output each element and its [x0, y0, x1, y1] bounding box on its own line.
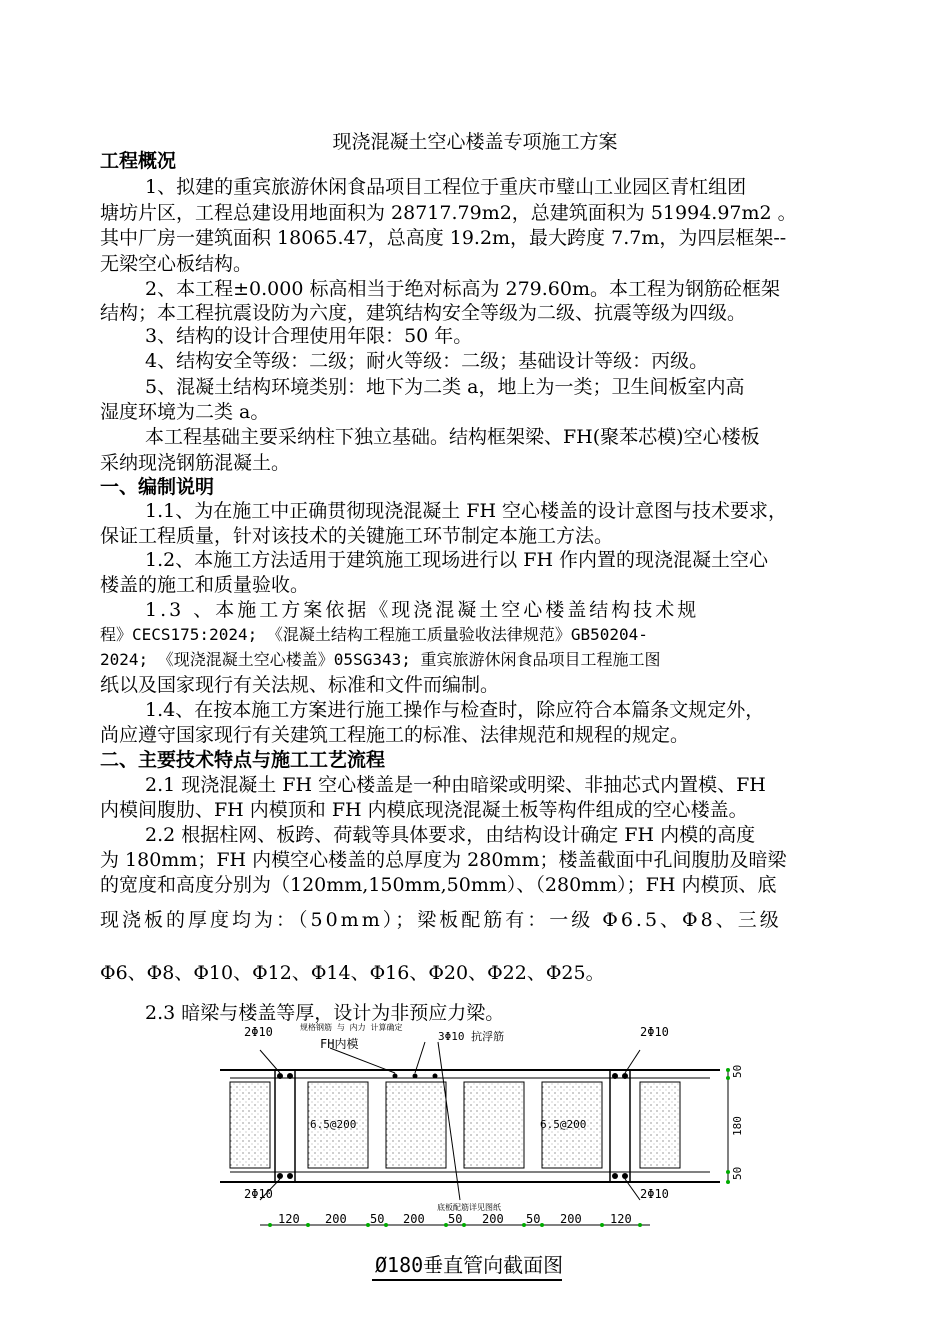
dim-bottom-4: 50 — [448, 1212, 463, 1226]
fh-block — [230, 1082, 270, 1168]
paragraph-line: 楼盖的施工和质量验收。 — [100, 574, 310, 596]
dim-bottom-0: 120 — [278, 1212, 300, 1226]
label-bottom-note: 底板配筋详见图纸 — [437, 1203, 501, 1212]
paragraph-line: 本工程基础主要采纳柱下独立基础。结构框架梁、FH(聚苯芯模)空心楼板 — [145, 426, 760, 448]
paragraph-line: 4、结构安全等级：二级；耐火等级：二级；基础设计等级：丙级。 — [145, 350, 709, 372]
dim-bottom-7: 200 — [560, 1212, 582, 1226]
paragraph-line: 2.2 根据柱网、板跨、荷载等具体要求，由结构设计确定 FH 内模的高度 — [145, 824, 756, 846]
paragraph-line: 程》CECS175:2024; 《混凝土结构工程施工质量验收法律规范》GB50204- — [100, 625, 648, 644]
paragraph-line: 其中厂房一建筑面积 18065.47，总高度 19.2m，最大跨度 7.7m，为四层框架-- — [100, 227, 787, 249]
dim-bottom-5: 200 — [482, 1212, 504, 1226]
paragraph-line: 保证工程质量，针对该技术的关键施工环节制定本施工方法。 — [100, 525, 614, 547]
paragraph-line: 纸以及国家现行有关法规、标准和文件而编制。 — [100, 674, 500, 696]
dim-bottom-2: 50 — [370, 1212, 385, 1226]
dim-bottom-1: 200 — [325, 1212, 347, 1226]
label-top-small: 规格钢筋 与 内力 计算确定 — [300, 1023, 403, 1032]
paragraph-line: 湿度环境为二类 a。 — [100, 401, 270, 423]
label-stirrup-r: 6.5@200 — [540, 1118, 587, 1131]
paragraph-line: 为 180mm；FH 内模空心楼盖的总厚度为 280mm；楼盖截面中孔间腹肋及暗梁 — [100, 849, 787, 871]
dim-right-2: 50 — [731, 1166, 744, 1180]
paragraph-line: 2、本工程±0.000 标高相当于绝对标高为 279.60m。本工程为钢筋砼框架 — [145, 278, 780, 300]
dim-right-1: 180 — [731, 1116, 744, 1136]
document-title: 现浇混凝土空心楼盖专项施工方案 — [332, 131, 618, 153]
dim-bottom-6: 50 — [526, 1212, 541, 1226]
label-2phi10-br: 2Φ10 — [640, 1187, 669, 1201]
drawing-caption: Ø180垂直管向截面图 — [375, 1253, 564, 1277]
fh-block — [386, 1082, 446, 1168]
paragraph-line: 无梁空心板结构。 — [100, 253, 253, 275]
paragraph-line: 5、混凝土结构环境类别：地下为二类 a，地上为一类；卫生间板室内高 — [145, 376, 745, 398]
paragraph-line: Φ6、Φ8、Φ10、Φ12、Φ14、Φ16、Φ20、Φ22、Φ25。 — [100, 962, 605, 984]
fh-block — [464, 1082, 524, 1168]
paragraph-line: 尚应遵守国家现行有关建筑工程施工的标准、法律规范和规程的规定。 — [100, 724, 690, 746]
label-2phi10-tr: 2Φ10 — [640, 1025, 669, 1039]
paragraph-line: 现浇板的厚度均为：（50mm）；梁板配筋有：一级 Φ6.5、Φ8、三级 — [100, 909, 782, 931]
fh-block — [640, 1082, 680, 1168]
label-fh: FH内模 — [320, 1037, 359, 1051]
paragraph-line: 采纳现浇钢筋混凝土。 — [100, 452, 291, 474]
paragraph-line: 2024; 《现浇混凝土空心楼盖》05SG343; 重宾旅游休闲食品项目工程施工图 — [100, 650, 661, 669]
section-2-heading: 二、主要技术特点与施工工艺流程 — [100, 749, 386, 771]
paragraph-line: 塘坊片区，工程总建设用地面积为 28717.79m2，总建筑面积为 51994.97m2 。 — [100, 202, 797, 224]
label-2phi10-tl: 2Φ10 — [244, 1025, 273, 1039]
paragraph-line: 内模间腹肋、FH 内模顶和 FH 内模底现浇混凝土板等构件组成的空心楼盖。 — [100, 799, 748, 821]
slab-section-drawing — [200, 1020, 760, 1290]
dim-right-0: 50 — [731, 1064, 744, 1078]
paragraph-line: 的宽度和高度分别为（120mm,150mm,50mm）、（280mm）；FH 内模顶、底 — [100, 874, 777, 896]
paragraph-line: 3、结构的设计合理使用年限：50 年。 — [145, 325, 473, 347]
paragraph-line: 1、拟建的重宾旅游休闲食品项目工程位于重庆市璧山工业园区青杠组团 — [145, 176, 747, 198]
section-1-heading: 一、编制说明 — [100, 476, 215, 498]
label-3phi10: 3Φ10 抗浮筋 — [438, 1030, 505, 1043]
paragraph-line: 结构；本工程抗震设防为六度，建筑结构安全等级为二级、抗震等级为四级。 — [100, 302, 747, 324]
paragraph-line: 1.1、为在施工中正确贯彻现浇混凝土 FH 空心楼盖的设计意图与技术要求， — [145, 500, 788, 522]
dim-bottom-3: 200 — [403, 1212, 425, 1226]
paragraph-line: 1.3 、本施工方案依据《现浇混凝土空心楼盖结构技术规 — [145, 599, 700, 621]
label-stirrup-l: 6.5@200 — [310, 1118, 357, 1131]
paragraph-line: 2.1 现浇混凝土 FH 空心楼盖是一种由暗梁或明梁、非抽芯式内置模、FH — [145, 774, 766, 796]
paragraph-line: 1.4、在按本施工方案进行施工操作与检查时，除应符合本篇条文规定外， — [145, 699, 765, 721]
label-2phi10-bl: 2Φ10 — [244, 1187, 273, 1201]
paragraph-line: 2.3 暗梁与楼盖等厚，设计为非预应力梁。 — [145, 1002, 505, 1024]
paragraph-line: 1.2、本施工方法适用于建筑施工现场进行以 FH 作内置的现浇混凝土空心 — [145, 549, 769, 571]
dim-bottom-8: 120 — [610, 1212, 632, 1226]
overview-heading: 工程概况 — [100, 150, 177, 172]
